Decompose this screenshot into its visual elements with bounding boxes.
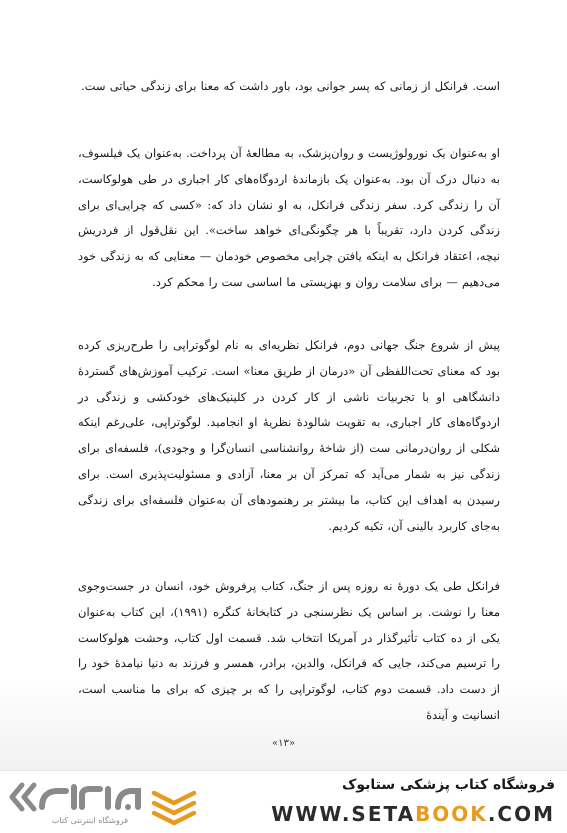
paragraph-3: پیش از شروع جنگ جهانی دوم، فرانکل نظریه‌ای به نام لوگوتراپی را طرح‌ریزی کرده بود که معنای تحت‌اللفظی آن «درمان از طریق معنا» است. ترکیب آموزش‌های گستردهٔ دانشگاهی او با تجربیات ناشی از کار کردن در کلینیک‌های خودکشی و زندگی در اردوگاه‌های کار اجباری، به تقویت شالودهٔ نظریهٔ او انجامید. لوگوتراپی، علی‌رغم اینکه شکلی از روان‌درمانی ست (از شاخهٔ روانشناسی انسان‌گرا و وجودی)، فلسفه‌ای برای زندگی نیز به شمار می‌آید که تمرکز آن بر معنا، آزادی و مسئولیت‌پذیری است. برای رسیدن به اهداف این کتاب، ما بیشتر بر رهنمودهای آن به‌عنوان فلسفه‌ای برای زندگی به‌جای کاربرد بالینی آن، تکیه کردیم.: [78, 338, 500, 533]
logo-wordmark-icon: [42, 787, 138, 807]
logo-book-icon: [154, 793, 194, 823]
paragraph-1: است. فرانکل از زمانی که پسر جوانی بود، باور داشت که معنا برای زندگی حیاتی ست.: [80, 79, 500, 93]
watermark-footer: [0, 770, 567, 833]
paragraph-4: فرانکل طی یک دورهٔ نه روزه پس از جنگ، کتاب پرفروش خود، انسان در جست‌وجوی معنا را نوشت. بر اساس یک نظرسنجی در کتابخانهٔ کنگره (۱۹۹۱)، این کتاب به‌عنوان یکی از ده کتاب تأثیرگذار در آمریکا انتخاب شد. قسمت اول کتاب، وحشت هولوکاست را ترسیم می‌کند، جایی که فرانکل، والدین، برادر، همسر و فرزند به دنیا نیامدهٔ خود را از دست داد. قسمت دوم کتاب، لوگوتراپی را که بر چیزی که برای ما مناسب است، انسانیت و آیندهٔ: [78, 579, 500, 722]
url-highlight: BOOK: [415, 802, 488, 826]
page-number: «۱۳»: [272, 738, 295, 749]
store-name: فروشگاه کتاب پزشکی ستابوک: [342, 777, 555, 793]
url-suffix: .COM: [487, 802, 555, 826]
paragraph-2: او به‌عنوان یک نورولوژیست و روان‌پزشک، به مطالعهٔ آن پرداخت. به‌عنوان یک فیلسوف، به دنبال درک آن بود. به‌عنوان یک بازماندهٔ اردوگاه‌های کار اجباری در طی هولوکاست، آن را زندگی کرد. سفر زندگی فرانکل، به او نشان داد که: «کسی که چرایی‌ای برای زندگی کردن دارد، تقریباً با هر چگونگی‌ای خواهد ساخت». این نقل‌قول از فردریش نیچه، اعتقاد فرانکل به اینکه یافتن چرایی مخصوص خودمان — معنایی که به زندگی خود می‌دهیم — برای سلامت روان و بهزیستی ما اساسی ست را محکم کرد.: [78, 146, 500, 289]
url-prefix: WWW.SETA: [271, 802, 416, 826]
store-url: [271, 802, 555, 826]
logo-dot-icon: [125, 804, 131, 810]
logo-chevron-left-icon: [12, 785, 22, 809]
logo-chevron-right-icon: [24, 785, 34, 809]
logo-caption: فروشگاه اینترنتی کتاب: [51, 816, 129, 825]
setabook-logo: [8, 777, 218, 829]
